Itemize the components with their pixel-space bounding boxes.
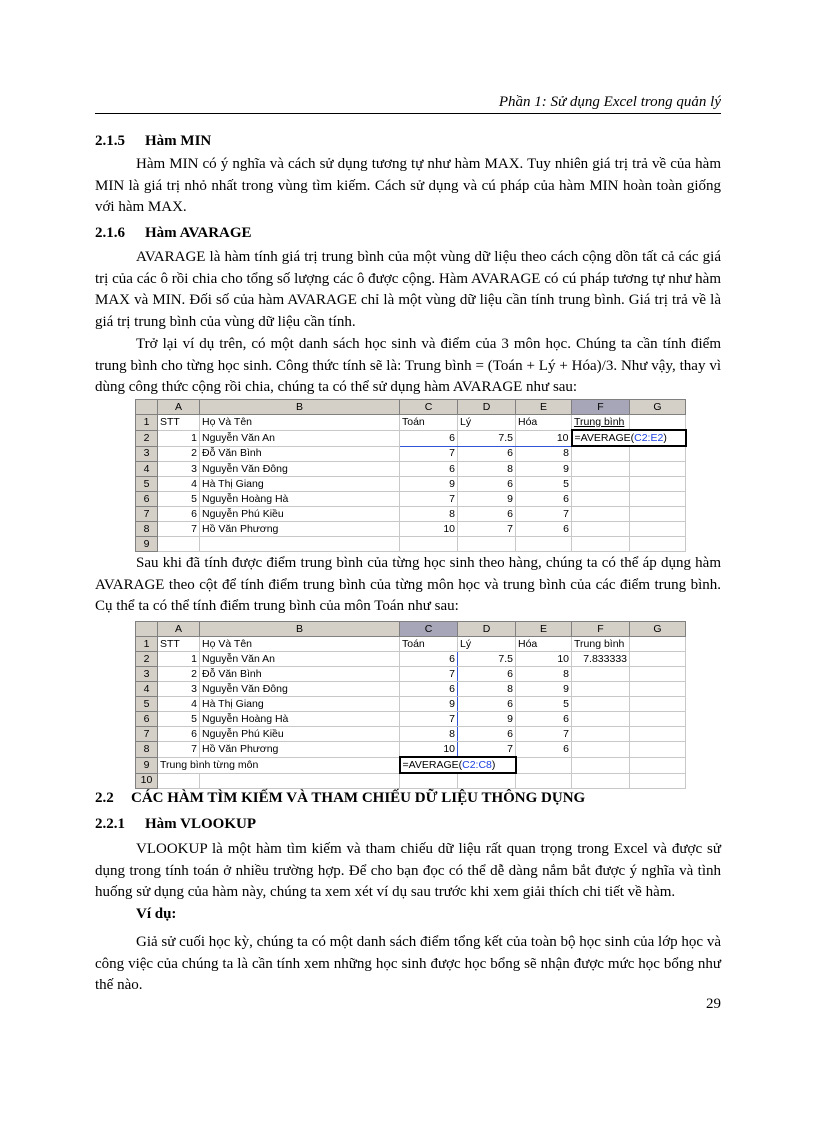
corner-cell[interactable] [136, 400, 158, 415]
cell[interactable]: 7 [516, 507, 572, 522]
table-row [136, 667, 686, 682]
heading-2-1-6 [95, 225, 252, 242]
cell[interactable]: 8 [516, 667, 572, 682]
cell[interactable] [158, 773, 200, 789]
col-header-d[interactable]: D [458, 622, 516, 637]
row-header[interactable]: 4 [136, 462, 158, 477]
cell[interactable]: 6 [516, 712, 572, 727]
cell[interactable]: 5 [516, 697, 572, 712]
cell[interactable]: 4 [158, 477, 200, 492]
cell[interactable]: 6 [516, 522, 572, 537]
cell[interactable] [400, 537, 458, 552]
cell[interactable]: 2 [158, 446, 200, 462]
table-row [136, 462, 686, 477]
cell[interactable] [630, 477, 686, 492]
cell[interactable]: 6 [458, 727, 516, 742]
cell[interactable]: 1 [158, 430, 200, 446]
paragraph-min: Hàm MIN có ý nghĩa và cách sử dụng tương tự như hàm MAX. Tuy nhiên giá trị trả về của hàm MIN là giá trị nhỏ nhất trong vùng tìm kiếm. Cách sử dụng và cú pháp của hàm MIN hoàn toàn giống với hàm MAX. [95, 156, 721, 215]
cell[interactable]: 8 [458, 682, 516, 697]
corner-cell[interactable] [136, 622, 158, 637]
row-header[interactable]: 7 [136, 727, 158, 742]
cell[interactable] [630, 742, 686, 758]
cell[interactable] [572, 537, 630, 552]
cell[interactable]: Hóa [516, 637, 572, 652]
cell[interactable] [630, 757, 686, 773]
cell[interactable]: 9 [400, 477, 458, 492]
heading-2-2-1 [95, 816, 256, 833]
col-header-a[interactable]: A [158, 400, 200, 415]
row-header[interactable]: 5 [136, 477, 158, 492]
heading-title: Hàm MIN [145, 133, 212, 149]
cell[interactable]: Lý [458, 637, 516, 652]
cell[interactable]: 6 [158, 727, 200, 742]
page-number: 29 [706, 996, 721, 1012]
cell[interactable]: 10 [400, 742, 458, 758]
cell[interactable] [572, 727, 630, 742]
cell[interactable]: Hóa [516, 415, 572, 431]
cell[interactable]: 9 [516, 462, 572, 477]
cell[interactable] [572, 697, 630, 712]
cell[interactable]: 7.5 [458, 652, 516, 667]
cell[interactable]: STT [158, 415, 200, 431]
col-header-g[interactable]: G [630, 400, 686, 415]
cell[interactable]: Trung bình [572, 415, 630, 431]
row-header[interactable]: 3 [136, 446, 158, 462]
cell[interactable]: Nguyễn Phú Kiều [200, 727, 400, 742]
paragraph-avarage-2: Trở lại ví dụ trên, có một danh sách học sinh và điểm của 3 môn học. Chúng ta cần tính điểm trung bình cho từng học sinh. Công thức tính sẽ là: Trung bình = (Toán + Lý + Hóa)/3. Như vậy, thay vì dùng công thức cộng rồi chia, chúng ta có thể sử dụng hàm AVARAGE như sau: [95, 336, 721, 395]
cell[interactable] [572, 492, 630, 507]
cell[interactable]: 8 [516, 446, 572, 462]
table-row [136, 522, 686, 537]
col-header-b[interactable]: B [200, 622, 400, 637]
paragraph-avarage-3: Sau khi đã tính được điểm trung bình của từng học sinh theo hàng, chúng ta có thể áp dụng hàm AVARAGE theo cột để tính điểm trung bình của từng môn học và trung bình của các điểm trung bình. Cụ thể ta có thể tính điểm trung bình của môn Toán như sau: [95, 555, 721, 614]
formula-ref: C2:E2 [634, 431, 664, 444]
cell[interactable] [630, 492, 686, 507]
cell[interactable]: Hồ Văn Phương [200, 522, 400, 537]
cell[interactable] [158, 537, 200, 552]
cell[interactable] [572, 462, 630, 477]
table-row [136, 507, 686, 522]
table-row [136, 430, 686, 446]
cell[interactable] [630, 537, 686, 552]
cell[interactable]: Trung bình [572, 637, 630, 652]
spreadsheet-2 [135, 621, 686, 789]
cell[interactable] [400, 773, 458, 789]
formula-cell[interactable] [572, 430, 686, 446]
cell[interactable]: 6 [400, 462, 458, 477]
heading-2-2 [95, 790, 585, 807]
cell[interactable]: Đỗ Văn Bình [200, 446, 400, 462]
heading-title: Hàm VLOOKUP [145, 816, 256, 832]
cell[interactable]: 3 [158, 682, 200, 697]
cell[interactable]: Trung bình từng môn [158, 757, 400, 773]
cell[interactable] [516, 757, 572, 773]
cell[interactable] [200, 773, 400, 789]
cell[interactable]: Toán [400, 637, 458, 652]
cell[interactable] [572, 773, 630, 789]
cell[interactable] [572, 757, 630, 773]
col-header-e[interactable]: E [516, 622, 572, 637]
formula-cell[interactable] [400, 757, 516, 773]
cell[interactable]: 6 [458, 667, 516, 682]
row-header[interactable]: 8 [136, 522, 158, 537]
cell[interactable]: Nguyễn Văn Đông [200, 682, 400, 697]
header-rule [95, 113, 721, 114]
cell[interactable]: 5 [158, 712, 200, 727]
cell[interactable] [572, 507, 630, 522]
cell[interactable]: 7 [158, 742, 200, 758]
cell[interactable] [572, 667, 630, 682]
cell[interactable] [572, 712, 630, 727]
cell[interactable]: 7 [400, 667, 458, 682]
cell[interactable]: Họ Và Tên [200, 637, 400, 652]
col-header-c[interactable]: C [400, 400, 458, 415]
cell[interactable]: 10 [516, 652, 572, 667]
table-row [136, 742, 686, 758]
cell[interactable] [630, 697, 686, 712]
cell[interactable] [630, 712, 686, 727]
table-row [136, 773, 686, 789]
cell[interactable]: 2 [158, 667, 200, 682]
cell[interactable]: 9 [516, 682, 572, 697]
table-row [136, 446, 686, 462]
cell[interactable]: Hà Thị Giang [200, 477, 400, 492]
cell[interactable] [458, 773, 516, 789]
cell[interactable]: Đỗ Văn Bình [200, 667, 400, 682]
cell[interactable] [572, 522, 630, 537]
cell[interactable]: 6 [400, 652, 458, 667]
cell[interactable]: STT [158, 637, 200, 652]
row-header[interactable]: 1 [136, 415, 158, 431]
cell[interactable]: 8 [458, 462, 516, 477]
heading-title: CÁC HÀM TÌM KIẾM VÀ THAM CHIẾU DỮ LIỆU THÔNG DỤNG [131, 790, 586, 806]
table-row [136, 652, 686, 667]
page-header: Phần 1: Sử dụng Excel trong quản lý [498, 94, 721, 110]
cell[interactable]: 7 [516, 727, 572, 742]
table-row [136, 415, 686, 431]
cell[interactable]: 7.5 [458, 430, 516, 446]
col-header-f[interactable]: F [572, 622, 630, 637]
cell[interactable]: 1 [158, 652, 200, 667]
cell[interactable]: 7 [158, 522, 200, 537]
cell[interactable] [630, 415, 686, 431]
paragraph-avarage-1: AVARAGE là hàm tính giá trị trung bình của một vùng dữ liệu theo cách cộng dồn tất cả các giá trị của các ô rồi chia cho tổng số lượng các ô được cộng. Hàm AVARAGE có cú pháp tương tự như hàm MAX và MIN. Đối số của hàm AVARAGE chỉ là một vùng dữ liệu cần tính trung bình. Giá trị trả về là giá trị trung bình của vùng dữ liệu cần tính. [95, 249, 721, 330]
cell[interactable]: 5 [516, 477, 572, 492]
formula-ref: C2:C8 [462, 758, 492, 771]
cell[interactable] [516, 773, 572, 789]
cell[interactable] [630, 682, 686, 697]
cell[interactable]: 6 [516, 742, 572, 758]
cell[interactable] [630, 773, 686, 789]
cell[interactable]: 8 [400, 727, 458, 742]
cell[interactable]: Nguyễn Phú Kiều [200, 507, 400, 522]
cell[interactable]: 10 [400, 522, 458, 537]
col-header-g[interactable]: G [630, 622, 686, 637]
cell[interactable]: 7 [458, 522, 516, 537]
table-row [136, 727, 686, 742]
formula-close: ) [491, 758, 496, 771]
cell[interactable]: 8 [400, 507, 458, 522]
formula-close: ) [663, 431, 667, 444]
cell[interactable]: 9 [458, 492, 516, 507]
cell[interactable] [630, 637, 686, 652]
heading-title: Hàm AVARAGE [145, 225, 252, 241]
cell[interactable]: 7 [458, 742, 516, 758]
cell[interactable]: 9 [400, 697, 458, 712]
cell[interactable] [572, 477, 630, 492]
heading-2-1-5 [95, 133, 211, 150]
row-header[interactable]: 1 [136, 637, 158, 652]
row-header[interactable]: 4 [136, 682, 158, 697]
cell[interactable]: 6 [458, 507, 516, 522]
row-header[interactable]: 5 [136, 697, 158, 712]
example-label: Ví dụ: [136, 906, 177, 922]
col-header-c[interactable]: C [400, 622, 458, 637]
cell[interactable]: Lý [458, 415, 516, 431]
table-row [136, 537, 686, 552]
cell[interactable] [630, 522, 686, 537]
heading-number: 2.2 [95, 790, 114, 806]
cell[interactable] [630, 462, 686, 477]
cell[interactable] [630, 652, 686, 667]
cell[interactable]: 7 [400, 712, 458, 727]
cell[interactable]: Nguyễn Văn An [200, 652, 400, 667]
cell[interactable]: 6 [400, 430, 458, 446]
cell[interactable]: Nguyễn Văn Đông [200, 462, 400, 477]
paragraph-vlookup-1: VLOOKUP là một hàm tìm kiếm và tham chiếu dữ liệu rất quan trọng trong Excel và được sử dụng trong tính toán ở nhiều trường hợp. Để cho bạn đọc có thể dễ dàng nắm bắt được ý nghĩa và tình huống sử dụng của hàm này, chúng ta xem xét ví dụ sau trước khi xem giải thích chi tiết về hàm. [95, 841, 721, 900]
heading-number: 2.1.5 [95, 133, 125, 149]
heading-number: 2.1.6 [95, 225, 125, 241]
col-header-f[interactable]: F [572, 400, 630, 415]
row-header[interactable]: 7 [136, 507, 158, 522]
cell[interactable]: 9 [458, 712, 516, 727]
cell[interactable]: 4 [158, 697, 200, 712]
col-header-d[interactable]: D [458, 400, 516, 415]
row-header[interactable]: 9 [136, 537, 158, 552]
spreadsheet-1 [135, 399, 687, 552]
cell[interactable]: Toán [400, 415, 458, 431]
row-header[interactable]: 3 [136, 667, 158, 682]
cell[interactable] [630, 446, 686, 462]
cell[interactable]: 10 [516, 430, 572, 446]
cell[interactable]: Nguyễn Văn An [200, 430, 400, 446]
cell[interactable]: 7 [400, 492, 458, 507]
table-row [136, 712, 686, 727]
cell[interactable]: 3 [158, 462, 200, 477]
cell[interactable] [630, 727, 686, 742]
cell[interactable]: 6 [458, 697, 516, 712]
cell[interactable]: 6 [158, 507, 200, 522]
cell[interactable]: Họ Và Tên [200, 415, 400, 431]
cell[interactable]: 7 [400, 446, 458, 462]
row-header[interactable]: 10 [136, 773, 158, 789]
table-row [136, 492, 686, 507]
cell[interactable] [572, 742, 630, 758]
cell[interactable]: 6 [458, 477, 516, 492]
cell[interactable] [572, 446, 630, 462]
heading-number: 2.2.1 [95, 816, 125, 832]
cell[interactable]: Hồ Văn Phương [200, 742, 400, 758]
table-row [136, 477, 686, 492]
row-header[interactable]: 9 [136, 757, 158, 773]
row-header[interactable]: 2 [136, 430, 158, 446]
cell[interactable] [630, 667, 686, 682]
table-row [136, 637, 686, 652]
row-header[interactable]: 6 [136, 492, 158, 507]
row-header[interactable]: 6 [136, 712, 158, 727]
col-header-e[interactable]: E [516, 400, 572, 415]
cell[interactable]: 5 [158, 492, 200, 507]
table-row [136, 757, 686, 773]
cell[interactable]: 7.833333 [572, 652, 630, 667]
row-header[interactable]: 2 [136, 652, 158, 667]
col-header-a[interactable]: A [158, 622, 200, 637]
cell[interactable] [516, 537, 572, 552]
cell[interactable]: 6 [458, 446, 516, 462]
cell[interactable] [572, 682, 630, 697]
cell[interactable]: Hà Thị Giang [200, 697, 400, 712]
cell[interactable] [200, 537, 400, 552]
col-header-b[interactable]: B [200, 400, 400, 415]
cell[interactable] [630, 507, 686, 522]
cell[interactable]: Nguyễn Hoàng Hà [200, 712, 400, 727]
cell[interactable] [458, 537, 516, 552]
table-row [136, 682, 686, 697]
cell[interactable]: Nguyễn Hoàng Hà [200, 492, 400, 507]
formula-text: =AVERAGE( [402, 758, 463, 771]
formula-text: =AVERAGE( [574, 431, 635, 444]
table-row [136, 697, 686, 712]
paragraph-vlookup-2: Giả sử cuối học kỳ, chúng ta có một danh sách điểm tổng kết của toàn bộ học sinh của lớp học và công việc của chúng ta là cần tính xem những học sinh được học bổng sẽ nhận được mức học bổng như thế nào. [95, 934, 721, 993]
cell[interactable]: 6 [516, 492, 572, 507]
row-header[interactable]: 8 [136, 742, 158, 758]
cell[interactable]: 6 [400, 682, 458, 697]
